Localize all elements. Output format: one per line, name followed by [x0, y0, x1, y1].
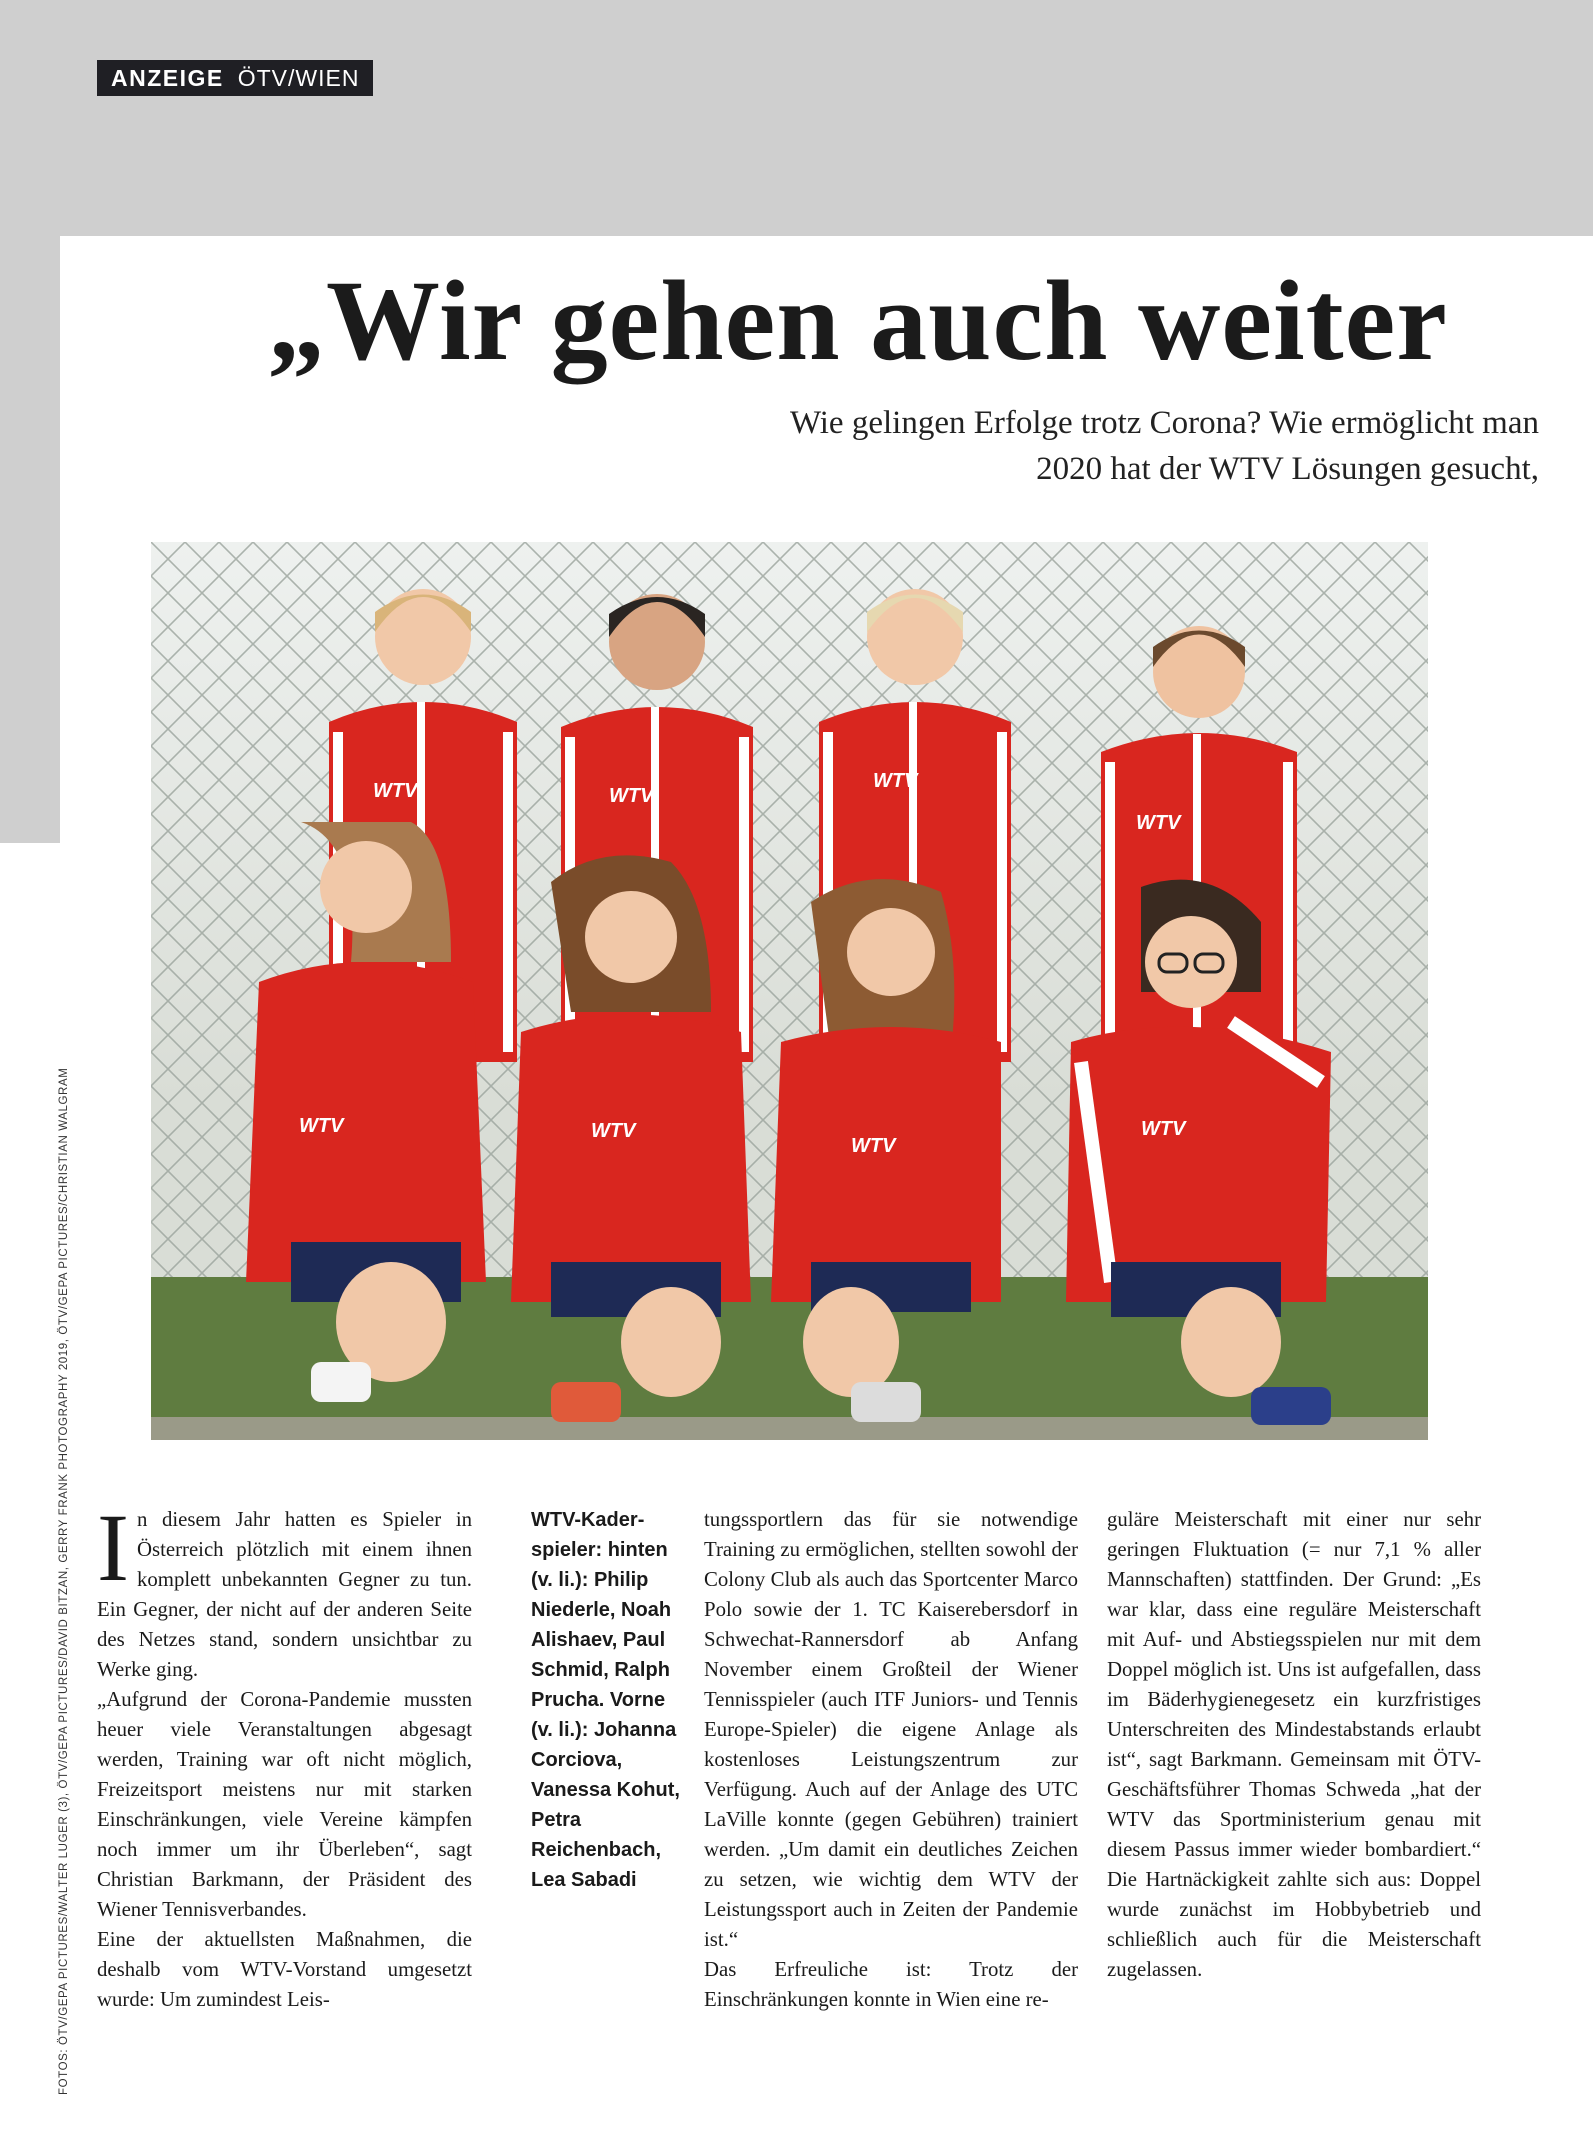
photo-caption: WTV-Kaderspieler: hinten (v. li.): Philip Niederle, Noah Alishaev, Paul Schmid, Ralph Prucha. Vorne (v. li.): Johanna Corciova, Vanessa Kohut, Petra Reichenbach, Lea Sabadi: [531, 1509, 680, 1891]
jacket-logo: WTV: [851, 1135, 896, 1157]
photo-credit: FOTOS: ÖTV/GEPA PICTURES/WALTER LUGER (3), ÖTV/GEPA PICTURES/DAVID BITZAN, GERRY FRANK PHOTOGRAPHY 2019, ÖTV/GEPA PICTURES/CHRISTIAN WALGRAM: [58, 1067, 70, 2095]
subheadline-line-1: Wie gelingen Erfolge trotz Corona? Wie ermöglicht man: [789, 405, 1539, 441]
jacket-logo: WTV: [873, 770, 918, 792]
section-tag-strong: ANZEIGE: [111, 64, 224, 91]
article-text: n diesem Jahr hatten es Spieler in Österreich plötzlich mit einem ihnen komplett unbekannten Gegner zu tun. Ein Gegner, der nicht auf der anderen Seite des Netzes stand, sondern unsichtbar zu Werke ging.: [97, 1508, 472, 1681]
article-column-3: [704, 1505, 1078, 2015]
team-photo: [151, 542, 1428, 1440]
article-paragraph: „Aufgrund der Corona-Pandemie mussten heuer viele Veranstaltungen abgesagt werden, Training war oft nicht möglich, Freizeitsport meistens nur mit starken Einschränkungen, viele Vereine kämpfen noch immer um ihr Überleben“, sagt Christian Barkmann, der Präsident des Wiener Tennisverbandes.: [97, 1688, 472, 1921]
article-paragraph: Das Erfreuliche ist: Trotz der Einschränkungen konnte in Wien eine re-: [704, 1958, 1078, 2011]
side-band: [0, 236, 60, 843]
section-tag-light: ÖTV/WIEN: [237, 64, 360, 91]
jacket-logo: WTV: [591, 1120, 636, 1142]
subheadline: [539, 400, 1539, 492]
headline: „Wir gehen auch weiter: [268, 257, 1448, 384]
jacket-logo: WTV: [609, 785, 654, 807]
article-paragraph: [97, 1494, 472, 1685]
article-paragraph: Eine der aktuellsten Maßnahmen, die deshalb vom WTV-Vorstand umgesetzt wurde: Um zumindest Leis-: [97, 1928, 472, 2011]
jacket-logo: WTV: [1136, 812, 1181, 834]
drop-cap: I: [97, 1494, 129, 1601]
jacket-logo: WTV: [1141, 1118, 1186, 1140]
article-column-4: [1107, 1505, 1481, 1985]
jacket-logo: WTV: [373, 780, 418, 802]
article-paragraph: tungssportlern das für sie notwendige Training zu ermöglichen, stellten sowohl der Colony Club als auch das Sportcenter Marco Polo sowie der 1. TC Kaiserebersdorf in Schwechat-Rannersdorf ab Anfang November einem Großteil der Wiener Tennisspieler (auch ITF Juniors- und Tennis Europe-Spieler) die eigene Anlage als kostenloses Leistungszentrum zur Verfügung. Auch auf der Anlage des UTC LaVille konnte (gegen Gebühren) trainiert werden. „Um damit ein deutliches Zeichen zu setzen, wie wichtig dem WTV der Leistungssport auch in Zeiten der Pandemie ist.“: [704, 1508, 1078, 1951]
header-band: [0, 0, 1593, 236]
section-tag: [97, 60, 373, 96]
subheadline-line-2: 2020 hat der WTV Lösungen gesucht,: [1036, 451, 1539, 487]
article-column-1: [97, 1494, 472, 2015]
jacket-logo: WTV: [299, 1115, 344, 1137]
article-paragraph: guläre Meisterschaft mit einer nur sehr geringen Fluktuation (= nur 7,1 % aller Mannschaften) stattfinden. Der Grund: „Es war klar, dass eine reguläre Meisterschaft mit Auf- und Abstiegsspielen nur mit dem Doppel möglich ist. Uns ist aufgefallen, dass im Bäderhygienegesetz ein kurzfristiges Unterschreiten des Mindestabstands erlaubt ist“, sagt Barkmann. Gemeinsam mit ÖTV-Geschäftsführer Thomas Schweda „hat der WTV das Sportministerium genau mit diesem Passus immer wieder bombardiert.“ Die Hartnäckigkeit zahlte sich aus: Doppel wurde zunächst im Hobbybetrieb und schließlich auch für die Meisterschaft zugelassen.: [1107, 1508, 1481, 1981]
